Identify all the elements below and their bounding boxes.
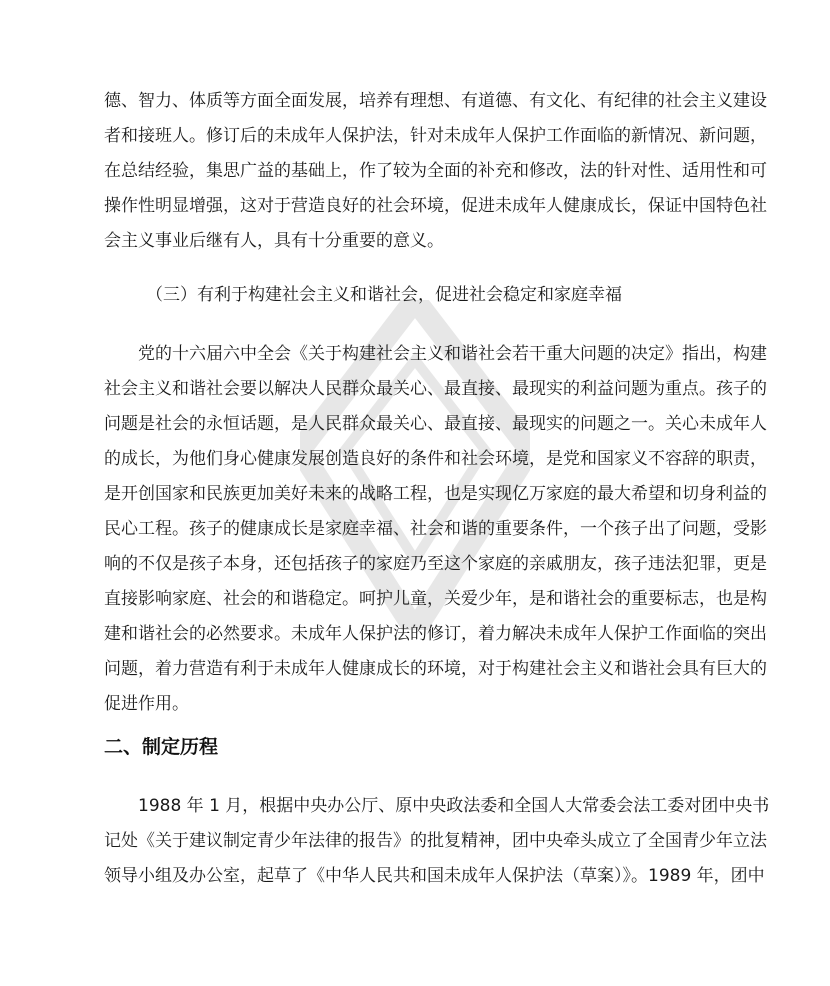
paragraph-line: 民心工程。孩子的健康成长是家庭幸福、社会和谐的重要条件，一个孩子出了问题，受影 (104, 519, 767, 539)
paragraph-line: 领导小组及办公室，起草了《中华人民共和国未成年人保护法（草案）》。1989 年，团中 (104, 866, 765, 886)
paragraph-line: 直接影响家庭、社会的和谐稳定。呵护儿童，关爱少年，是和谐社会的重要标志，也是构 (104, 589, 767, 609)
paragraph-line: 响的不仅是孩子本身，还包括孩子的家庭乃至这个家庭的亲戚朋友，孩子违法犯罪，更是 (104, 554, 767, 574)
paragraph-line: 问题，着力营造有利于未成年人健康成长的环境，对于构建社会主义和谐社会具有巨大的 (104, 659, 767, 679)
paragraph-line: 德、智力、体质等方面全面发展，培养有理想、有道德、有文化、有纪律的社会主义建设 (104, 91, 767, 111)
paragraph-line: 社会主义和谐社会要以解决人民群众最关心、最直接、最现实的利益问题为重点。孩子的 (104, 379, 767, 399)
subheading: （三）有利于构建社会主义和谐社会，促进社会稳定和家庭幸福 (146, 285, 622, 305)
paragraph-line: 会主义事业后继有人，具有十分重要的意义。 (104, 231, 444, 251)
paragraph-line: 记处《关于建议制定青少年法律的报告》的批复精神，团中央牵头成立了全国青少年立法 (104, 831, 767, 851)
paragraph-line: 1988 年 1 月，根据中央办公厅、原中央政法委和全国人大常委会法工委对团中央书 (138, 796, 770, 816)
paragraph-line: 的成长，为他们身心健康发展创造良好的条件和社会环境，是党和国家义不容辞的职责， (104, 449, 767, 469)
paragraph-line: 是开创国家和民族更加美好未来的战略工程，也是实现亿万家庭的最大希望和切身利益的 (104, 484, 767, 504)
paragraph-line: 者和接班人。修订后的未成年人保护法，针对未成年人保护工作面临的新情况、新问题， (104, 126, 767, 146)
paragraph-line: 在总结经验，集思广益的基础上，作了较为全面的补充和修改，法的针对性、适用性和可 (104, 161, 767, 181)
section-heading: 二、制定历程 (104, 736, 219, 758)
paragraph-line: 建和谐社会的必然要求。未成年人保护法的修订，着力解决未成年人保护工作面临的突出 (104, 624, 767, 644)
paragraph-line: 促进作用。 (104, 694, 189, 714)
paragraph-line: 操作性明显增强，这对于营造良好的社会环境，促进未成年人健康成长，保证中国特色社 (104, 196, 767, 216)
paragraph-line: 问题是社会的永恒话题，是人民群众最关心、最直接、最现实的问题之一。关心未成年人 (104, 414, 767, 434)
paragraph-line: 党的十六届六中全会《关于构建社会主义和谐社会若干重大问题的决定》指出，构建 (138, 344, 767, 364)
